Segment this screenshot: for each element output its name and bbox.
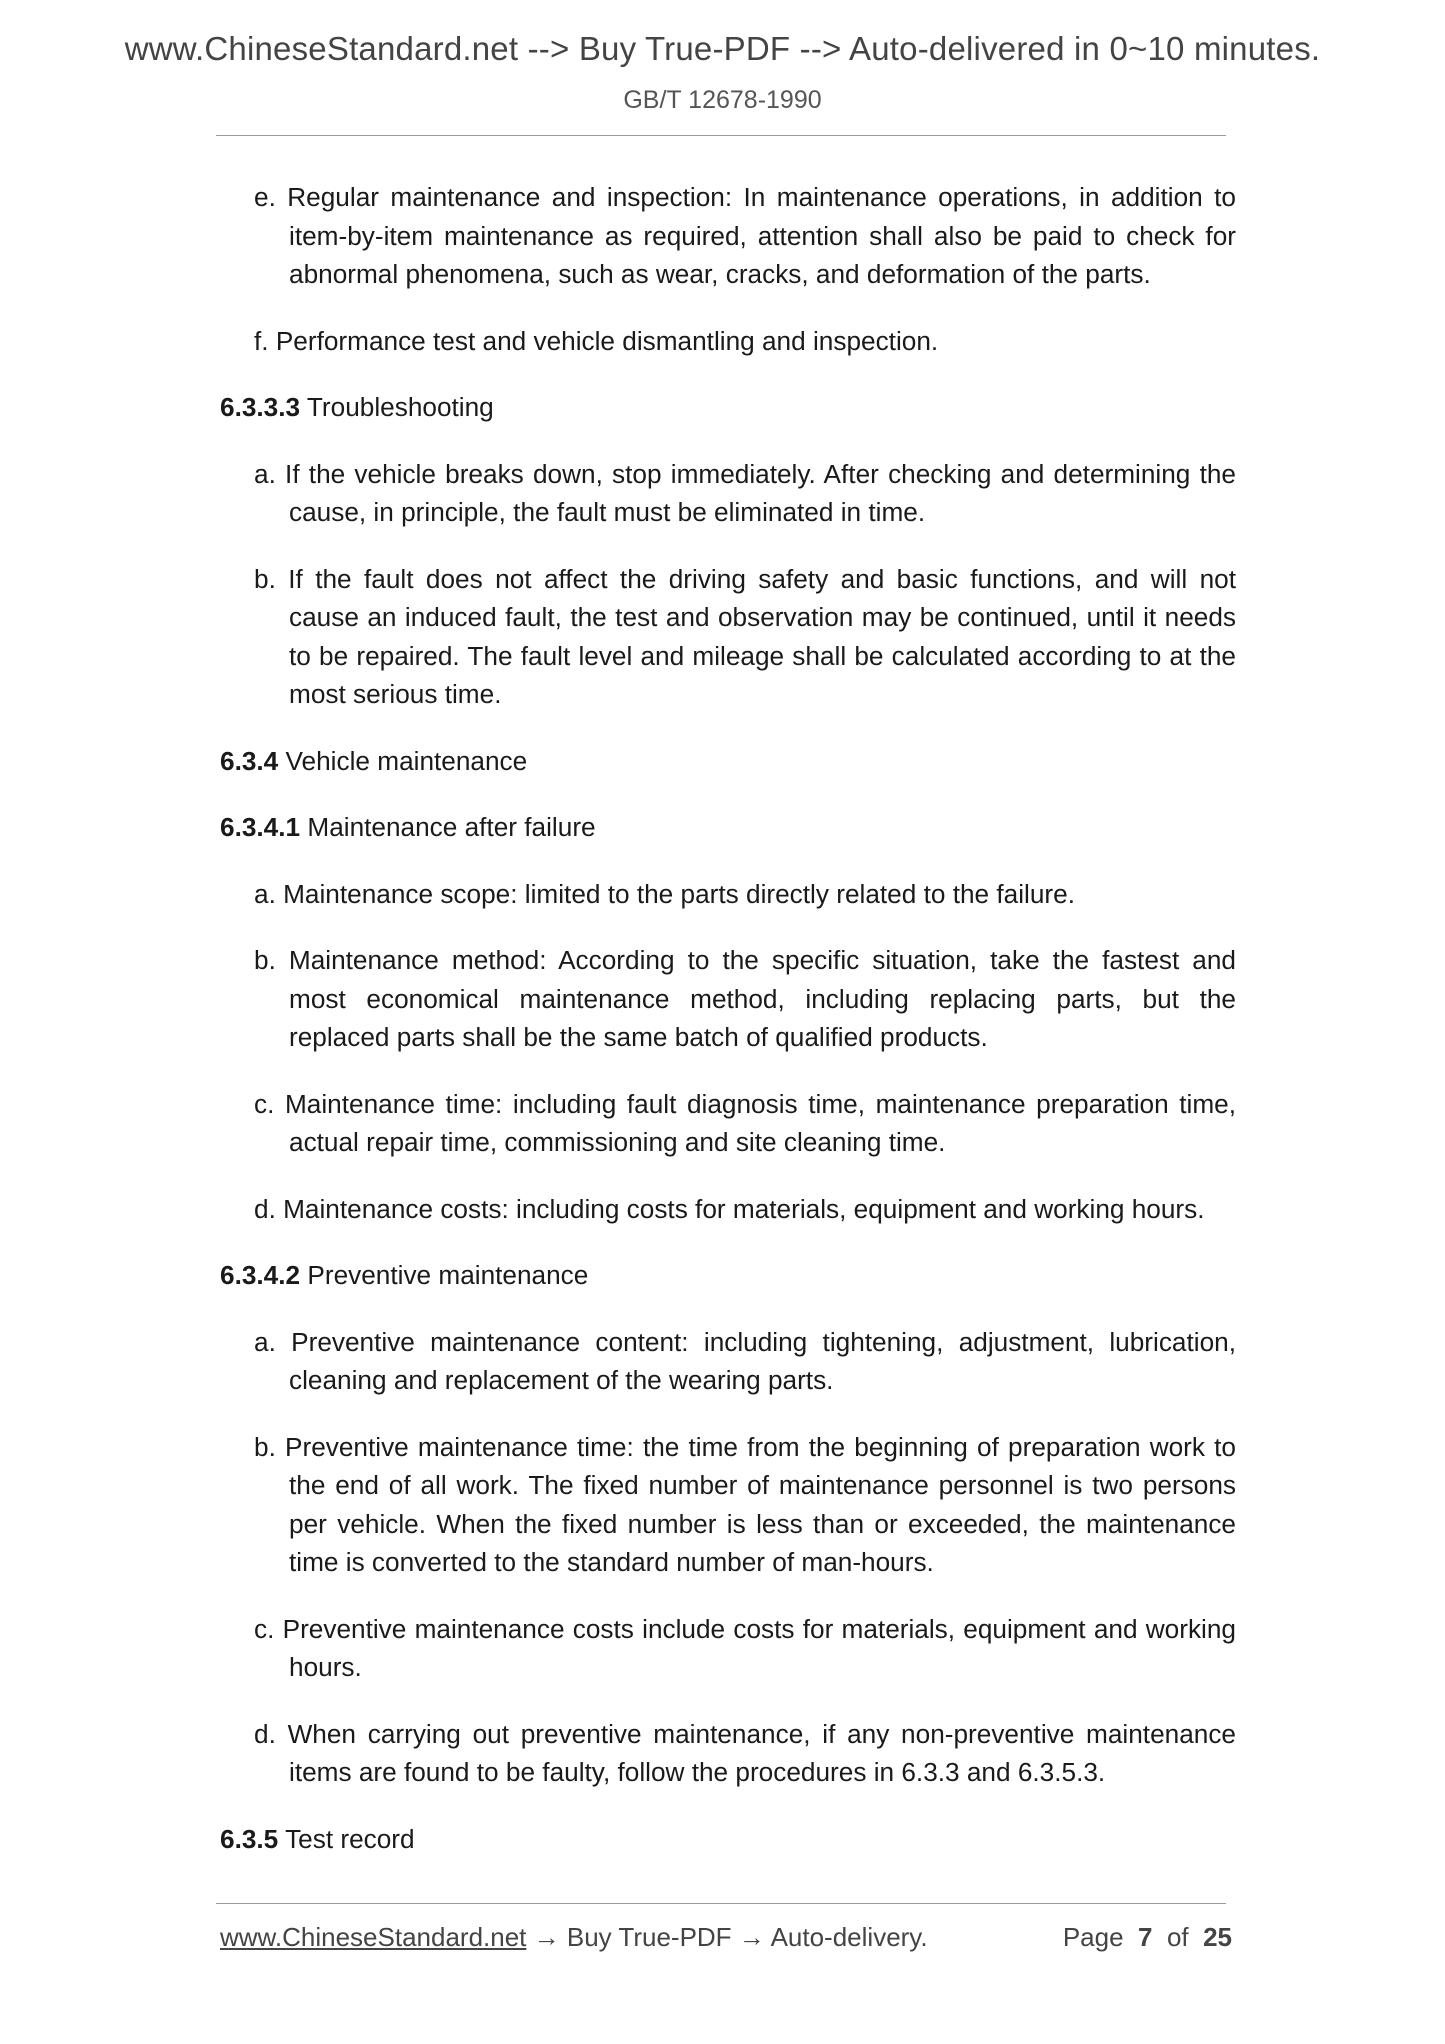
list-item-e: e. Regular maintenance and inspection: In maintenance operations, in addition to item-by-item maintenance as required, attention shall also be paid to check for abnormal phenomena, such as wear, cracks, and deformation of the parts. [254, 182, 1236, 289]
list-item-failure-b: b. Maintenance method: According to the specific situation, take the fastest and most economical maintenance method, including replacing parts, but the replaced parts shall be the same batch of qualified products. [254, 945, 1236, 1052]
list-item-failure-a: a. Maintenance scope: limited to the parts directly related to the failure. [254, 878, 1075, 909]
page-total: 25 [1203, 1922, 1232, 1952]
list-item-preventive-a: a. Preventive maintenance content: including tightening, adjustment, lubrication, cleaning and replacement of the wearing parts. [254, 1326, 1236, 1395]
section-title: Preventive maintenance [307, 1260, 589, 1290]
footer-left [220, 1922, 928, 1952]
section-title: Maintenance after failure [307, 812, 596, 842]
site-banner: www.ChineseStandard.net --> Buy True-PDF --> Auto-delivered in 0~10 minutes. [124, 30, 1321, 67]
section-title: Troubleshooting [306, 392, 494, 422]
section-number: 6.3.4.2 [220, 1260, 301, 1290]
list-item-failure-c: c. Maintenance time: including fault diagnosis time, maintenance preparation time, actual repair time, commissioning and site cleaning time. [254, 1088, 1236, 1157]
section-number: 6.3.4.1 [220, 812, 301, 842]
page-indicator [1063, 1922, 1232, 1953]
document-body [220, 178, 1236, 1886]
page-footer [220, 1922, 1232, 1953]
list-item-f: f. Performance test and vehicle dismantling and inspection. [254, 325, 939, 356]
standard-code: GB/T 12678-1990 [623, 86, 822, 114]
section-heading-6-3-4 [220, 742, 1236, 781]
list-item-failure-d: d. Maintenance costs: including costs for materials, equipment and working hours. [254, 1193, 1205, 1224]
page-of: of [1166, 1922, 1189, 1952]
page-label: Page [1062, 1922, 1124, 1952]
section-title: Test record [285, 1823, 415, 1854]
page-current: 7 [1138, 1922, 1153, 1952]
section-heading-6-3-3-3 [220, 388, 1236, 427]
section-number: 6.3.3.3 [220, 392, 301, 422]
list-item-troubleshooting-b: b. If the fault does not affect the driving safety and basic functions, and will not cause an induced fault, the test and observation may be continued, until it needs to be repaired. The fault level and mileage shall be calculated according to at the most serious time. [254, 563, 1236, 709]
section-number: 6.3.5 [220, 1823, 279, 1854]
section-heading-6-3-5 [220, 1820, 1236, 1859]
footer-site-link[interactable]: www.ChineseStandard.net [220, 1922, 527, 1952]
list-item-preventive-d: d. When carrying out preventive maintenance, if any non-preventive maintenance items are found to be faulty, follow the procedures in 6.3.3 and 6.3.5.3. [254, 1718, 1236, 1787]
section-heading-6-3-4-2 [220, 1256, 1236, 1295]
list-item-preventive-c: c. Preventive maintenance costs include costs for materials, equipment and working hours. [254, 1613, 1236, 1682]
footer-divider [216, 1903, 1226, 1904]
list-item-troubleshooting-a: a. If the vehicle breaks down, stop immediately. After checking and determining the cause, in principle, the fault must be eliminated in time. [254, 458, 1236, 527]
section-number: 6.3.4 [220, 745, 279, 776]
section-title: Vehicle maintenance [285, 745, 528, 776]
section-heading-6-3-4-1 [220, 808, 1236, 847]
header-divider [216, 135, 1226, 136]
list-item-preventive-b: b. Preventive maintenance time: the time from the beginning of preparation work to the end of all work. The fixed number of maintenance personnel is two persons per vehicle. When the fixed number is less than or exceeded, the maintenance time is converted to the standard number of man-hours. [254, 1431, 1236, 1577]
footer-tagline: → Buy True-PDF → Auto-delivery. [526, 1922, 928, 1952]
